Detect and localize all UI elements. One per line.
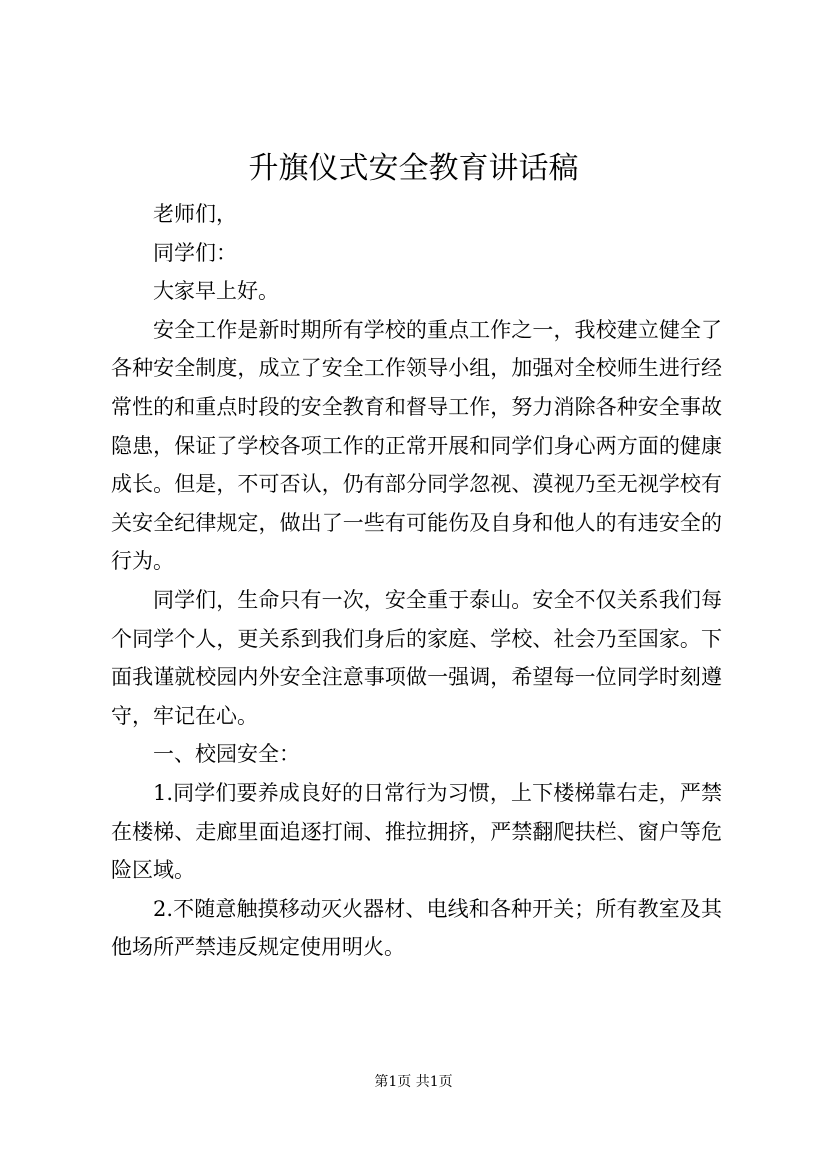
paragraph-life-once: 同学们，生命只有一次，安全重于泰山。安全不仅关系我们每个同学个人，更关系到我们身后的家庭、学校、社会乃至国家。下面我谨就校园内外安全注意事项做一强调，希望每一位同学时刻遵守，牢记在心。 — [111, 587, 722, 728]
salutation-students: 同学们： — [153, 240, 237, 265]
page-number-footer: 第1页 共1页 — [374, 1074, 453, 1090]
list-item-1: 1.同学们要养成良好的日常行为习惯，上下楼梯靠右走，严禁在楼梯、走廊里面追逐打闹、推拉拥挤，严禁翻爬扶栏、窗户等危险区域。 — [111, 780, 722, 883]
section-heading-campus-safety: 一、校园安全： — [153, 742, 300, 767]
document-body — [111, 195, 722, 967]
salutation-teachers: 老师们， — [153, 202, 237, 226]
list-item-2: 2.不随意触摸移动灭火器材、电线和各种开关；所有教室及其他场所严禁违反规定使用明火。 — [111, 896, 722, 960]
greeting: 大家早上好。 — [153, 279, 279, 304]
paragraph-safety-work: 安全工作是新时期所有学校的重点工作之一，我校建立健全了各种安全制度，成立了安全工作领导小组，加强对全校师生进行经常性的和重点时段的安全教育和督导工作，努力消除各种安全事故隐患，保证了学校各项工作的正常开展和同学们身心两方面的健康成长。但是，不可否认，仍有部分同学忽视、漠视乃至无视学校有关安全纪律规定，做出了一些有可能伤及自身和他人的有违安全的行为。 — [111, 317, 722, 574]
document-title: 升旗仪式安全教育讲话稿 — [248, 151, 579, 186]
